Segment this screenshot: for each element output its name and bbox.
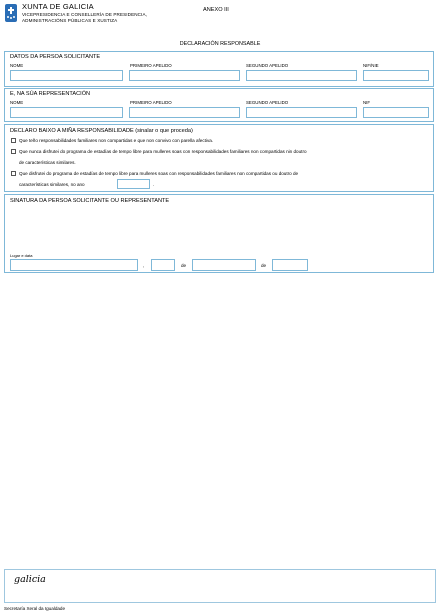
place-field[interactable] [10, 259, 138, 271]
option3-period: . [153, 182, 155, 187]
option2-checkbox[interactable] [11, 149, 16, 154]
org-subtitle-line2: ADMINISTRACIÓNS PÚBLICAS E XUSTIZA [22, 17, 118, 23]
applicant-apelido1-label: PRIMEIRO APELIDO [130, 63, 172, 68]
applicant-nif-label: NIF/NIE [363, 63, 379, 68]
declaration-section-title: DECLARO BAIXO A MIÑA RESPONSABILIDADE (sinalar o que proceda) [10, 128, 193, 134]
galicia-logo: galicia [14, 574, 46, 585]
xunta-shield-icon [4, 3, 18, 25]
applicant-apelido1-field[interactable] [129, 70, 240, 81]
option3-checkbox[interactable] [11, 171, 16, 176]
representative-nome-field[interactable] [10, 107, 123, 118]
place-date-label: Lugar e data [10, 253, 33, 258]
month-field[interactable] [192, 259, 256, 271]
applicant-nome-label: NOME [10, 63, 24, 68]
year-field[interactable] [272, 259, 308, 271]
representative-nif-field[interactable] [363, 107, 429, 118]
applicant-section-title: DATOS DA PERSOA SOLICITANTE [10, 54, 101, 60]
option3-year-field[interactable] [117, 179, 150, 189]
applicant-section [4, 51, 434, 87]
representative-section [4, 88, 434, 122]
representative-apelido1-label: PRIMEIRO APELIDO [130, 100, 172, 105]
footer-box [4, 569, 436, 603]
option1-text: Que teño responsabilidades familiares non compartidas e que non convivo con parella afectiva. [19, 138, 214, 143]
de-label-2: de [261, 263, 267, 268]
applicant-apelido2-label: SEGUNDO APELIDO [246, 63, 289, 68]
signature-section [4, 194, 434, 273]
declaration-section [4, 124, 434, 192]
option2-text-line1: Que nunca disfrutei do programa de estadías de tempo libre para mulleres soas con responsabilidades familiares non compartidas nin doutro [19, 149, 307, 154]
applicant-nif-field[interactable] [363, 70, 429, 81]
option2-text-line2: de características similares. [19, 160, 76, 165]
representative-section-title: E, NA SÚA REPRESENTACIÓN [10, 91, 91, 97]
de-label-1: de [181, 263, 187, 268]
option1-checkbox[interactable] [11, 138, 16, 143]
annex-label: ANEXO III [203, 7, 229, 13]
signature-section-title: SINATURA DA PERSOA SOLICITANTE OU REPRESENTANTE [10, 198, 170, 204]
representative-apelido1-field[interactable] [129, 107, 240, 118]
representative-apelido2-label: SEGUNDO APELIDO [246, 100, 289, 105]
applicant-nome-field[interactable] [10, 70, 123, 81]
org-subtitle [22, 12, 147, 23]
secretaria-label: Secretaría Xeral da Igualdade [4, 606, 66, 611]
org-subtitle-line1: VICEPRESIDENCIA E CONSELLERÍA DE PRESIDENCIA, [22, 12, 147, 17]
applicant-apelido2-field[interactable] [246, 70, 357, 81]
representative-apelido2-field[interactable] [246, 107, 357, 118]
org-title: XUNTA DE GALICIA [22, 2, 94, 11]
day-field[interactable] [151, 259, 175, 271]
representative-nif-label: NIF [363, 100, 371, 105]
representative-nome-label: NOME [10, 100, 24, 105]
option3-text-line2: características similares, no ano [19, 182, 85, 187]
place-comma: , [143, 263, 145, 268]
document-title: DECLARACIÓN RESPONSABLE [179, 41, 261, 47]
option3-text-line1: Que disfrutei do programa de estadías de tempo libre para mulleres soas con responsabilidades familiares non compartidas ou doutro de [19, 171, 299, 176]
